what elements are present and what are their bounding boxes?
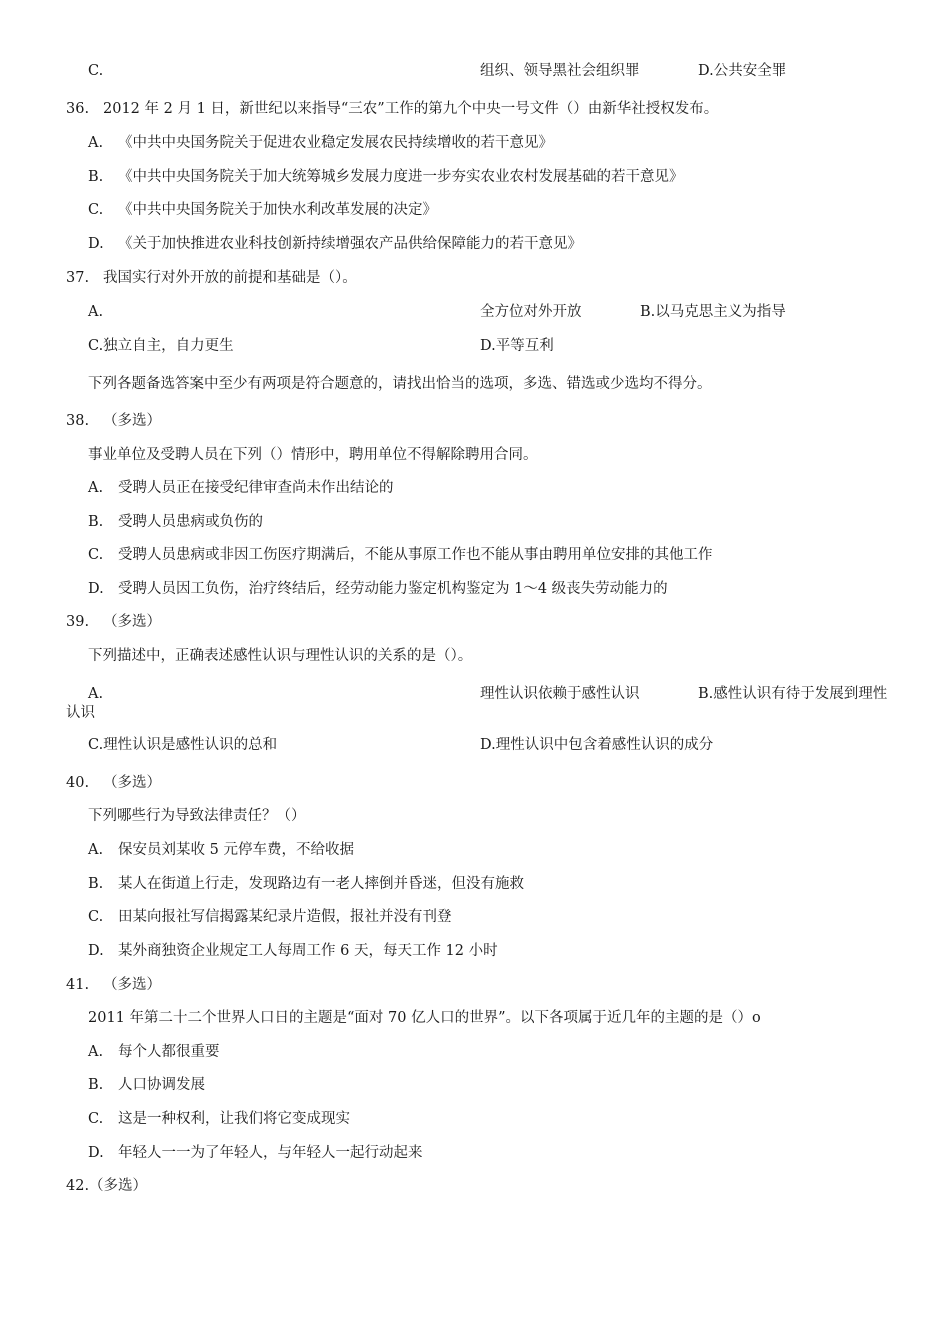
q40-option-d-label: D. <box>88 943 104 959</box>
q35-option-d: D.公共安全罪 <box>698 63 787 79</box>
q39-option-b-part1: B.感性认识有待于发展到理性 <box>698 686 888 702</box>
q36-option-d-label: D. <box>88 236 104 252</box>
q38-option-c-text: 受聘人员患病或非因工伤医疗期满后，不能从事原工作也不能从事由聘用单位安排的其他工作 <box>118 547 713 563</box>
q40-option-a-label: A. <box>88 842 104 858</box>
q36-option-c-label: C. <box>88 202 104 218</box>
q40-stem: 下列哪些行为导致法律责任？（） <box>88 808 306 824</box>
q39-option-a-label: A. <box>88 686 104 702</box>
q40-option-d-text: 某外商独资企业规定工人每周工作 6 天，每天工作 12 小时 <box>118 943 498 959</box>
q39-option-b-part2: 认识 <box>66 705 95 721</box>
q36-option-a-text: 《中共中央国务院关于促进农业稳定发展农民持续增收的若干意见》 <box>118 135 553 151</box>
q38-option-b-label: B. <box>88 514 104 530</box>
q40-option-b-label: B. <box>88 876 104 892</box>
q36-option-b-text: 《中共中央国务院关于加大统筹城乡发展力度进一步夯实农业农村发展基础的若干意见》 <box>118 169 684 185</box>
q42-heading: 42.（多选） <box>66 1178 148 1194</box>
q36-option-b-label: B. <box>88 169 104 185</box>
q36-option-d-text: 《关于加快推进农业科技创新持续增强农产品供给保障能力的若干意见》 <box>118 236 582 252</box>
q39-stem: 下列描述中，正确表述感性认识与理性认识的关系的是（）。 <box>88 648 473 664</box>
q41-option-a-label: A. <box>88 1044 104 1060</box>
q37-stem: 我国实行对外开放的前提和基础是（）。 <box>103 270 357 286</box>
q41-option-b-text: 人口协调发展 <box>118 1077 205 1093</box>
q38-stem: 事业单位及受聘人员在下列（）情形中，聘用单位不得解除聘用合同。 <box>88 447 538 463</box>
q39-number: 39. <box>66 614 90 630</box>
q37-option-a-label: A. <box>88 304 104 320</box>
q36-stem: 2012 年 2 月 1 日，新世纪以来指导“三农”工作的第九个中央一号文件（）由新华社授权发布。 <box>103 101 719 117</box>
q38-option-a-label: A. <box>88 480 104 496</box>
q40-tag: （多选） <box>103 775 161 791</box>
q40-option-a-text: 保安员刘某收 5 元停车费，不给收据 <box>118 842 354 858</box>
q39-option-a-text: 理性认识依赖于感性认识 <box>480 686 640 702</box>
q41-option-d-label: D. <box>88 1145 104 1161</box>
q36-number: 36. <box>66 101 90 117</box>
q39-tag: （多选） <box>103 614 161 630</box>
q36-option-a-label: A. <box>88 135 104 151</box>
q37-option-d: D.平等互利 <box>480 338 554 354</box>
q41-tag: （多选） <box>103 977 161 993</box>
q36-option-c-text: 《中共中央国务院关于加快水利改革发展的决定》 <box>118 202 437 218</box>
q37-option-c: C.独立自主，自力更生 <box>88 338 234 354</box>
q35-option-c-text: 组织、领导黑社会组织罪 <box>480 63 640 79</box>
q40-number: 40. <box>66 775 90 791</box>
q41-number: 41. <box>66 977 90 993</box>
q38-option-d-label: D. <box>88 581 104 597</box>
q41-option-d-text: 年轻人一一为了年轻人，与年轻人一起行动起来 <box>118 1145 423 1161</box>
q35-option-c-label: C. <box>88 63 104 79</box>
multi-choice-instruction: 下列各题备选答案中至少有两项是符合题意的，请找出恰当的选项，多选、错选或少选均不得分。 <box>88 376 712 392</box>
q38-option-b-text: 受聘人员患病或负伤的 <box>118 514 263 530</box>
q41-option-a-text: 每个人都很重要 <box>118 1044 220 1060</box>
q39-option-d: D.理性认识中包含着感性认识的成分 <box>480 737 714 753</box>
q37-number: 37. <box>66 270 90 286</box>
q37-option-b: B.以马克思主义为指导 <box>640 304 786 320</box>
q41-option-c-label: C. <box>88 1111 104 1127</box>
q40-option-c-text: 田某向报社写信揭露某纪录片造假，报社并没有刊登 <box>118 909 452 925</box>
q38-option-c-label: C. <box>88 547 104 563</box>
q39-option-c: C.理性认识是感性认识的总和 <box>88 737 278 753</box>
q38-option-d-text: 受聘人员因工负伤，治疗终结后，经劳动能力鉴定机构鉴定为 1〜4 级丧失劳动能力的 <box>118 581 668 597</box>
q41-stem: 2011 年第二十二个世界人口日的主题是“面对 70 亿人口的世界”。以下各项属于近几年的主题的是（）o <box>88 1010 761 1026</box>
q37-option-a-text: 全方位对外开放 <box>480 304 582 320</box>
q41-option-b-label: B. <box>88 1077 104 1093</box>
q40-option-b-text: 某人在街道上行走，发现路边有一老人摔倒并昏迷，但没有施救 <box>118 876 524 892</box>
q38-tag: （多选） <box>103 413 161 429</box>
q41-option-c-text: 这是一种权利，让我们将它变成现实 <box>118 1111 350 1127</box>
q38-number: 38. <box>66 413 90 429</box>
q40-option-c-label: C. <box>88 909 104 925</box>
q38-option-a-text: 受聘人员正在接受纪律审查尚未作出结论的 <box>118 480 394 496</box>
